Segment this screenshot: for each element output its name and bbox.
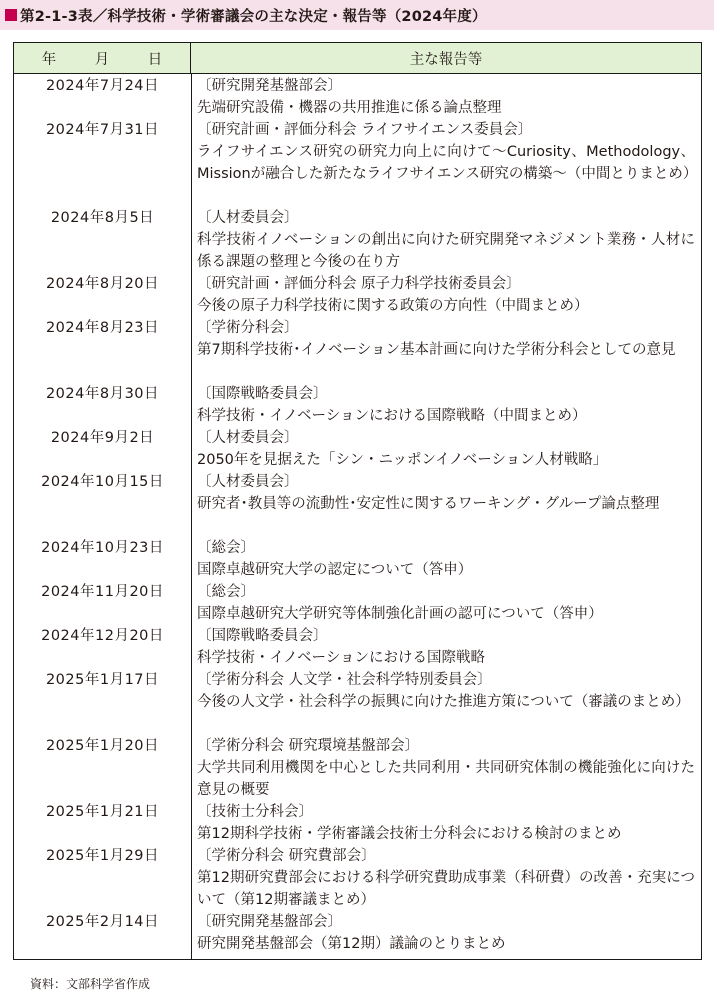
row-committee: 〔研究開発基盤部会〕 (197, 914, 342, 930)
row-committee: 〔研究計画・評価分科会 ライフサイエンス委員会〕 (197, 122, 533, 138)
row-report: 国際卓越研究大学の認定について（答申） (197, 562, 473, 578)
row-committee: 〔人材委員会〕 (197, 430, 299, 446)
row-content (197, 669, 695, 713)
row-content (197, 735, 695, 801)
table-body (14, 73, 701, 959)
row-date: 2025年1月21日 (45, 804, 160, 820)
row-report: 科学技術イノベーションの創出に向けた研究開発マネジメント業務・人材に係る課題の整理と今後の在り方 (197, 232, 695, 270)
row-report: 今後の原子力科学技術に関する政策の方向性（中間まとめ） (197, 298, 589, 314)
row-committee: 〔研究開発基盤部会〕 (197, 78, 342, 94)
table-title: 第2-1-3表／科学技術・学術審議会の主な決定・報告等（2024年度） (20, 8, 487, 25)
row-committee: 〔国際戦略委員会〕 (197, 386, 328, 402)
row-content (197, 207, 695, 273)
row-report: 今後の人文学・社会科学の振興に向けた推進方策について（審議のまとめ） (197, 694, 690, 710)
row-content (197, 383, 695, 427)
table-header (14, 43, 701, 74)
row-report: ライフサイエンス研究の研究力向上に向けて～Curiosity、Methodology、Missionが融合した新たなライフサイエンス研究の構築～（中間とりまとめ） (197, 144, 698, 182)
row-committee: 〔研究計画・評価分科会 原子力科学技術委員会〕 (197, 276, 521, 292)
row-date: 2024年12月20日 (41, 628, 164, 644)
row-date: 2025年1月29日 (45, 848, 160, 864)
row-content (197, 471, 695, 515)
row-date: 2025年1月17日 (45, 672, 160, 688)
row-report: 2050年を見据えた「シン・ニッポンイノベーション人材戦略」 (197, 452, 608, 468)
row-report: 第12期研究費部会における科学研究費助成事業（科研費）の改善・充実について（第12期審議まとめ） (197, 870, 695, 908)
row-committee: 〔人材委員会〕 (197, 210, 299, 226)
row-content (197, 75, 695, 119)
row-content (197, 801, 695, 845)
row-committee: 〔総会〕 (197, 540, 255, 556)
row-report: 第12期科学技術・学術審議会技術士分科会における検討のまとめ (197, 826, 622, 842)
row-date: 2024年10月23日 (41, 540, 164, 556)
row-content (197, 911, 695, 955)
row-committee: 〔国際戦略委員会〕 (197, 628, 328, 644)
row-committee: 〔学術分科会 研究環境基盤部会〕 (197, 738, 420, 754)
row-report: 研究者･教員等の流動性･安定性に関するワーキング・グループ論点整理 (197, 496, 660, 512)
row-date: 2024年10月15日 (41, 474, 164, 490)
row-report: 科学技術・イノベーションにおける国際戦略 (197, 650, 485, 666)
row-committee: 〔技術士分科会〕 (197, 804, 313, 820)
row-content (197, 273, 695, 317)
row-content (197, 119, 698, 185)
row-report: 国際卓越研究大学研究等体制強化計画の認可について（答申） (197, 606, 603, 622)
row-date: 2025年1月20日 (45, 738, 160, 754)
row-date: 2024年8月5日 (50, 210, 155, 226)
header-report: 主な報告等 (409, 51, 483, 68)
row-report: 研究開発基盤部会（第12期）議論のとりまとめ (197, 936, 506, 952)
row-report: 大学共同利用機関を中心とした共同利用・共同研究体制の機能強化に向けた意見の概要 (197, 760, 695, 798)
row-content (197, 537, 695, 581)
row-date: 2024年7月31日 (45, 122, 160, 138)
title-marker-icon (5, 9, 17, 21)
row-content (197, 845, 695, 911)
row-date: 2024年11月20日 (41, 584, 164, 600)
row-report: 第7期科学技術･イノベーション基本計画に向けた学術分科会としての意見 (197, 342, 676, 358)
row-date: 2024年9月2日 (50, 430, 155, 446)
row-date: 2025年2月14日 (45, 914, 160, 930)
row-committee: 〔人材委員会〕 (197, 474, 299, 490)
column-divider (191, 73, 192, 959)
row-date: 2024年7月24日 (45, 78, 160, 94)
row-date: 2024年8月30日 (45, 386, 160, 402)
row-content (197, 427, 695, 471)
row-date: 2024年8月20日 (45, 276, 160, 292)
row-content (197, 625, 695, 669)
row-content (197, 317, 695, 361)
table-title-bar (0, 0, 714, 30)
source-note: 資料：文部科学省作成 (30, 977, 151, 991)
row-report: 科学技術・イノベーションにおける国際戦略（中間まとめ） (197, 408, 587, 424)
header-date: 年 月 日 (14, 43, 191, 73)
row-content (197, 581, 695, 625)
row-report: 先端研究設備・機器の共用推進に係る論点整理 (197, 100, 502, 116)
row-committee: 〔学術分科会〕 (197, 320, 299, 336)
row-committee: 〔学術分科会 人文学・社会科学特別委員会〕 (197, 672, 492, 688)
row-committee: 〔学術分科会 研究費部会〕 (197, 848, 376, 864)
row-date: 2024年8月23日 (45, 320, 160, 336)
report-table (13, 42, 702, 960)
row-committee: 〔総会〕 (197, 584, 255, 600)
